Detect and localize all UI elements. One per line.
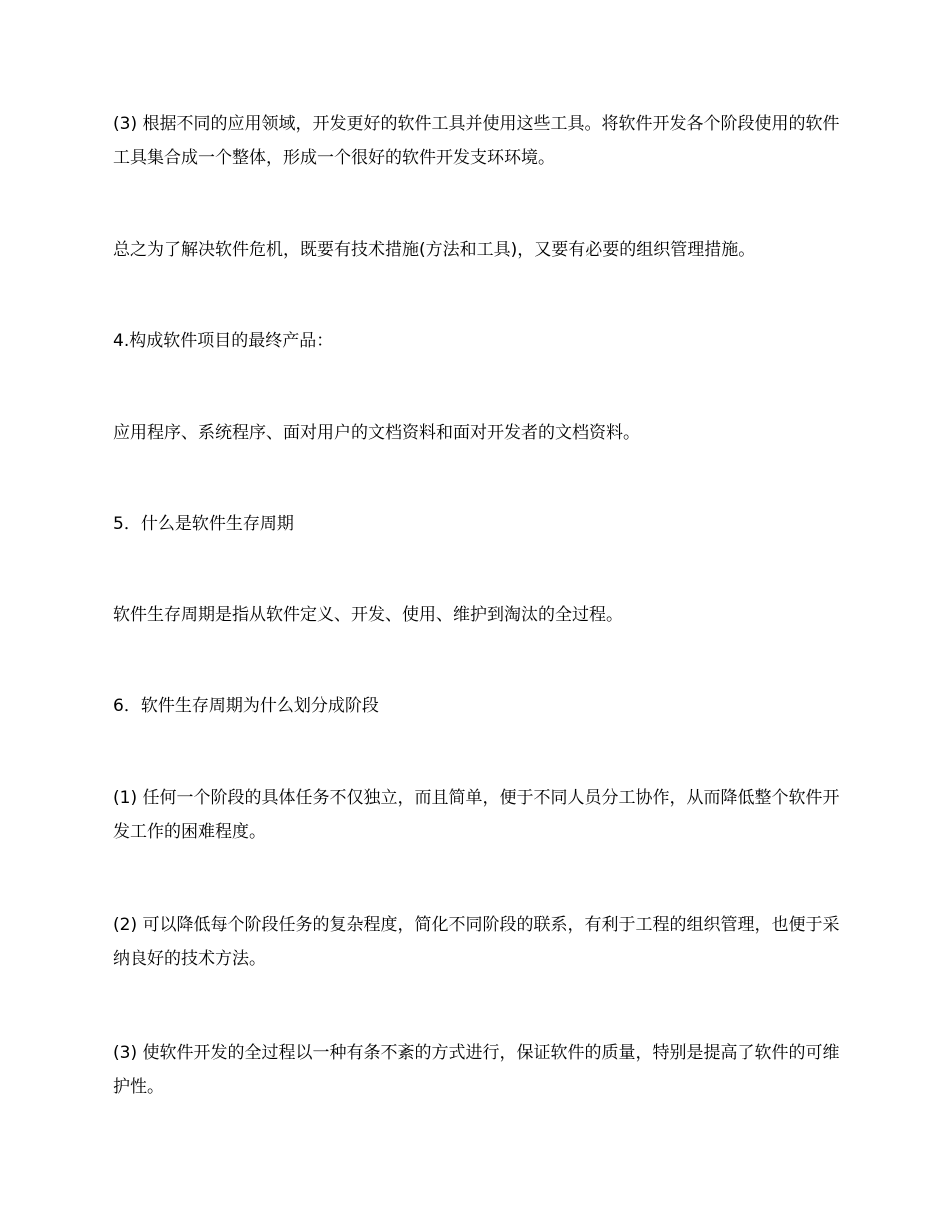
paragraph-phase-reason-1: (1) 任何一个阶段的具体任务不仅独立，而且简单，便于不同人员分工协作，从而降低整个软件开发工作的困难程度。 <box>113 788 840 842</box>
paragraph-life-cycle: 软件生存周期是指从软件定义、开发、使用、维护到淘汰的全过程。 <box>113 605 623 625</box>
paragraph-summary: 总之为了解决软件危机，既要有技术措施(方法和工具)，又要有必要的组织管理措施。 <box>113 240 756 260</box>
heading-final-products: 4.构成软件项目的最终产品： <box>113 331 334 351</box>
heading-life-cycle: 5．什么是软件生存周期 <box>113 514 294 534</box>
paragraph-phase-reason-3: (3) 使软件开发的全过程以一种有条不紊的方式进行，保证软件的质量，特别是提高了软件的可维护性。 <box>113 1043 840 1097</box>
paragraph-software-tools: (3) 根据不同的应用领域，开发更好的软件工具并使用这些工具。将软件开发各个阶段使用的软件工具集合成一个整体，形成一个很好的软件开发支环环境。 <box>113 114 840 168</box>
paragraph-final-products: 应用程序、系统程序、面对用户的文档资料和面对开发者的文档资料。 <box>113 423 640 443</box>
paragraph-phase-reason-2: (2) 可以降低每个阶段任务的复杂程度，简化不同阶段的联系，有利于工程的组织管理，也便于采纳良好的技术方法。 <box>113 915 840 969</box>
heading-life-cycle-phases: 6．软件生存周期为什么划分成阶段 <box>113 696 379 716</box>
